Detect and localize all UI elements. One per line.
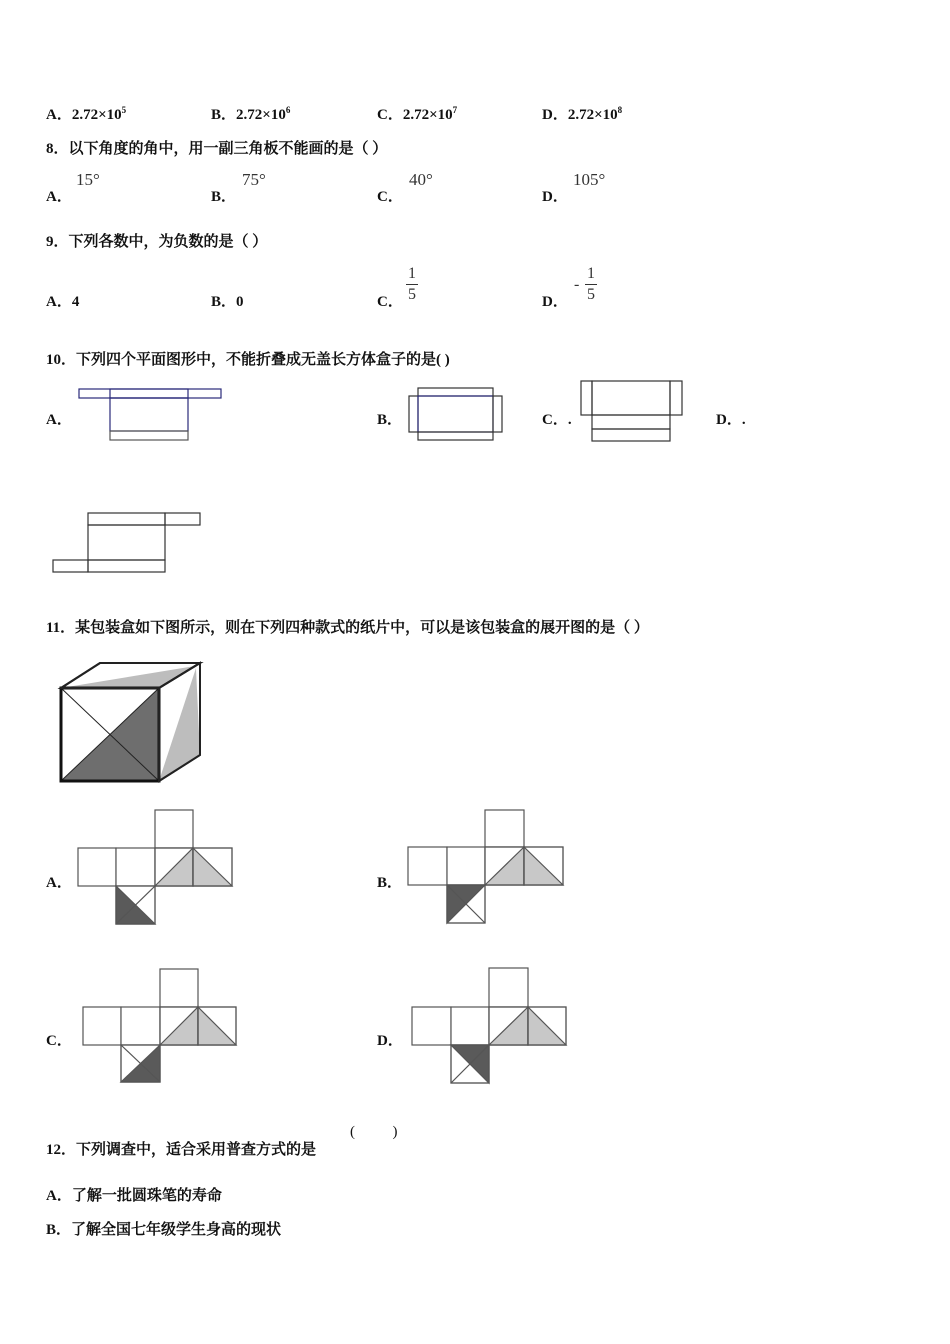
q7-option-a-label: A． xyxy=(46,107,72,123)
q9-option-a-value: 4 xyxy=(71,294,80,310)
q11-box-figure xyxy=(61,663,200,781)
q8-stem: 8．以下角度的角中，用一副三角板不能画的是（ ） xyxy=(46,141,388,157)
q7-option-a-exponent: 5 xyxy=(121,105,127,115)
q7-option-b-exponent: 6 xyxy=(285,105,291,115)
q11-net-c xyxy=(83,969,236,1082)
q9-option-b-value: 0 xyxy=(236,294,244,310)
q7-option-a-base: 2.72×10 xyxy=(71,107,122,123)
q7-option-b-label: B． xyxy=(211,107,237,123)
q12-option-a-text: 了解一批圆珠笔的寿命 xyxy=(71,1188,222,1204)
q12-stem: 12．下列调查中，适合采用普查方式的是 xyxy=(46,1142,317,1158)
q11-label-c: C． xyxy=(46,1033,72,1049)
q8-option-a-label: A． xyxy=(46,189,72,205)
q9-option-d-label: D． xyxy=(542,294,568,310)
q10-stem: 10．下列四个平面图形中，不能折叠成无盖长方体盒子的是( ) xyxy=(46,352,450,368)
q12-option-b-label: B． xyxy=(46,1222,72,1238)
q7-option-d-base: 2.72×10 xyxy=(567,107,618,123)
q12-answer-paren: ( ) xyxy=(350,1124,398,1140)
q8-option-b-value: 75° xyxy=(242,170,266,189)
q10-label-b: B． xyxy=(377,412,403,428)
q11-label-a: A． xyxy=(46,875,72,891)
q9-option-d-numerator: 1 xyxy=(587,265,595,282)
q8-option-d-value: 105° xyxy=(573,170,606,189)
q9-option-c-denominator: 5 xyxy=(408,286,416,303)
q8-option-d-label: D． xyxy=(542,189,568,205)
q11-net-a xyxy=(78,810,232,924)
q8-option-c-value: 40° xyxy=(409,170,433,189)
q8-option-b-label: B． xyxy=(211,189,237,205)
q12-option-b xyxy=(46,1218,281,1239)
q7-option-d-label: D． xyxy=(542,107,568,123)
q12-option-b-text: 了解全国七年级学生身高的现状 xyxy=(71,1222,282,1238)
q11-label-b: B． xyxy=(377,875,403,891)
q7-option-b-base: 2.72×10 xyxy=(236,107,286,123)
q11-net-b xyxy=(408,810,563,923)
q7-option-c-label: C． xyxy=(377,107,403,123)
q7-option-c-base: 2.72×10 xyxy=(402,107,453,123)
q7-option-c-exponent: 7 xyxy=(452,105,458,115)
q10-label-d: D．. xyxy=(716,412,746,428)
q9-option-d-denominator: 5 xyxy=(587,286,595,303)
q9-option-d-sign: - xyxy=(574,276,580,293)
q11-stem: 11．某包装盒如下图所示，则在下列四种款式的纸片中，可以是该包装盒的展开图的是（ ） xyxy=(46,620,649,636)
q10-label-c: C．. xyxy=(542,412,572,428)
q11-label-d: D． xyxy=(377,1033,403,1049)
q8-option-a-value: 15° xyxy=(76,170,100,189)
q11-net-d xyxy=(412,968,566,1083)
q9-stem: 9．下列各数中，为负数的是（ ） xyxy=(46,234,268,250)
q9-option-c-label: C． xyxy=(377,294,403,310)
q8-option-c-label: C． xyxy=(377,189,403,205)
q7-option-d-exponent: 8 xyxy=(617,105,623,115)
q9-option-c-numerator: 1 xyxy=(408,265,416,282)
q9-option-a-label: A． xyxy=(46,294,72,310)
q12-option-a xyxy=(46,1184,222,1205)
q9-option-b-label: B． xyxy=(211,294,237,310)
q10-label-a: A． xyxy=(46,412,72,428)
q12-option-a-label: A． xyxy=(46,1188,72,1204)
